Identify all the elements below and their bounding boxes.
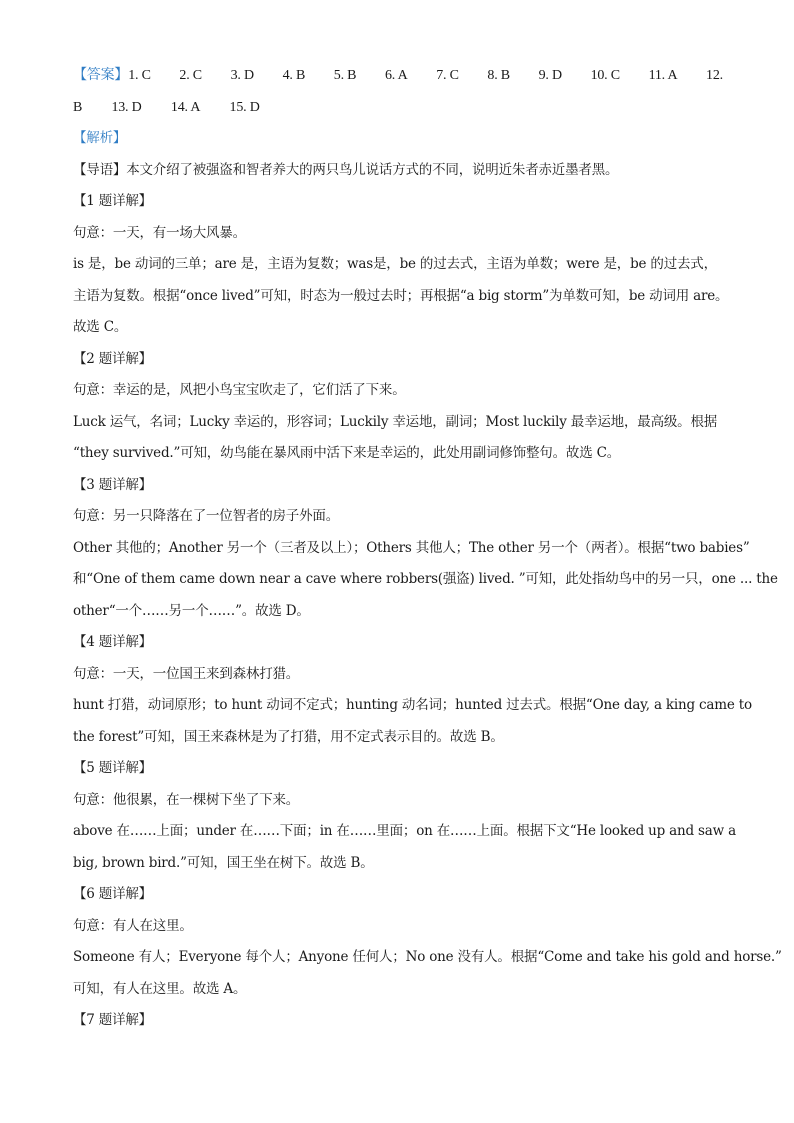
answer-label: 【答案】 xyxy=(73,68,129,83)
explanation-line: big, brown bird.”可知，国王坐在树下。故选 B。 xyxy=(73,854,374,871)
explanation-line: Someone 有人；Everyone 每个人；Anyone 任何人；No one 没有人。根据“Come and take his gold and horse.” xyxy=(73,949,782,965)
intro-paragraph: 【导语】本文介绍了被强盗和智者养大的两只鸟儿说话方式的不同，说明近朱者赤近墨者黑。 xyxy=(73,161,619,178)
explanation-line: the forest”可知，国王来森林是为了打猎，用不定式表示目的。故选 B。 xyxy=(73,728,504,745)
answer-item: 2. C xyxy=(179,68,202,83)
section-heading: 【4 题详解】 xyxy=(73,634,152,650)
explanation-line: Luck 运气，名词；Lucky 幸运的，形容词；Luckily 幸运地，副词；Most luckily 最幸运地，最高级。根据 xyxy=(73,413,718,430)
answer-item: 4. B xyxy=(282,68,306,83)
explanation-line: 句意：一天，一位国王来到森林打猎。 xyxy=(73,665,300,682)
explanation-line: is 是，be 动词的三单；are 是，主语为复数；was是，be 的过去式，主语为单数；were 是，be 的过去式， xyxy=(73,256,717,272)
answer-item: 12. xyxy=(706,68,723,83)
section-heading: 【6 题详解】 xyxy=(73,886,152,902)
answer-item: 8. B xyxy=(487,68,510,83)
explanation-sections xyxy=(73,186,782,1037)
explanation-line: 和“One of them came down near a cave where robbers(强盗) lived. ”可知，此处指幼鸟中的另一只，one ... the xyxy=(73,571,778,587)
answer-item: 7. C xyxy=(436,68,459,83)
section-heading: 【3 题详解】 xyxy=(73,476,152,493)
answer-item: 5. B xyxy=(333,68,357,83)
answer-item: 11. A xyxy=(648,68,678,83)
answer-item: 1. C xyxy=(128,68,151,83)
answer-key-row-2 xyxy=(73,92,723,124)
explanation-line: Other 其他的；Another 另一个（三者及以上）；Others 其他人；The other 另一个（两者）。根据“two babies” xyxy=(73,539,750,556)
answer-key-item xyxy=(73,60,151,92)
explanation-line: “they survived.”可知，幼鸟能在暴风雨中活下来是幸运的，此处用副词修饰整句。故选 C。 xyxy=(73,445,621,461)
explanation-line: 句意：有人在这里。 xyxy=(73,917,193,934)
answer-key-row-1 xyxy=(73,60,723,92)
answer-item: 10. C xyxy=(590,68,620,83)
explanation-line: 句意：他很累，在一棵树下坐了下来。 xyxy=(73,791,300,808)
section-heading: 【5 题详解】 xyxy=(73,760,152,776)
explanation-line: 故选 C。 xyxy=(73,319,128,335)
explanation-line: 句意：一天，有一场大风暴。 xyxy=(73,224,246,241)
explanation-line: other“一个……另一个……”。故选 D。 xyxy=(73,602,310,619)
explanation-line: 句意：另一只降落在了一位智者的房子外面。 xyxy=(73,508,339,524)
section-heading: 【1 题详解】 xyxy=(73,193,152,209)
answer-item: 15. D xyxy=(229,99,260,115)
answer-item: B xyxy=(73,99,83,115)
answer-item: 9. D xyxy=(538,68,562,83)
answer-item: 3. D xyxy=(230,68,254,83)
explanation-line: 主语为复数。根据“once lived”可知，时态为一般过去时；再根据“a big storm”为单数可知，be 动词用 are。 xyxy=(73,287,729,304)
analysis-label: 【解析】 xyxy=(73,130,127,146)
document-page xyxy=(73,60,782,1037)
answer-item: 6. A xyxy=(384,68,408,83)
explanation-line: above 在……上面；under 在……下面；in 在……里面；on 在……上面。根据下文“He looked up and saw a xyxy=(73,823,736,839)
answer-item: 14. A xyxy=(170,99,201,115)
section-heading: 【7 题详解】 xyxy=(73,1012,152,1028)
answer-item: 13. D xyxy=(111,99,142,115)
explanation-line: 句意：幸运的是，风把小鸟宝宝吹走了，它们活了下来。 xyxy=(73,382,406,398)
explanation-line: hunt 打猎，动词原形；to hunt 动词不定式；hunting 动名词；hunted 过去式。根据“One day, a king came to xyxy=(73,697,752,713)
section-heading: 【2 题详解】 xyxy=(73,350,152,367)
explanation-line: 可知，有人在这里。故选 A。 xyxy=(73,980,247,997)
